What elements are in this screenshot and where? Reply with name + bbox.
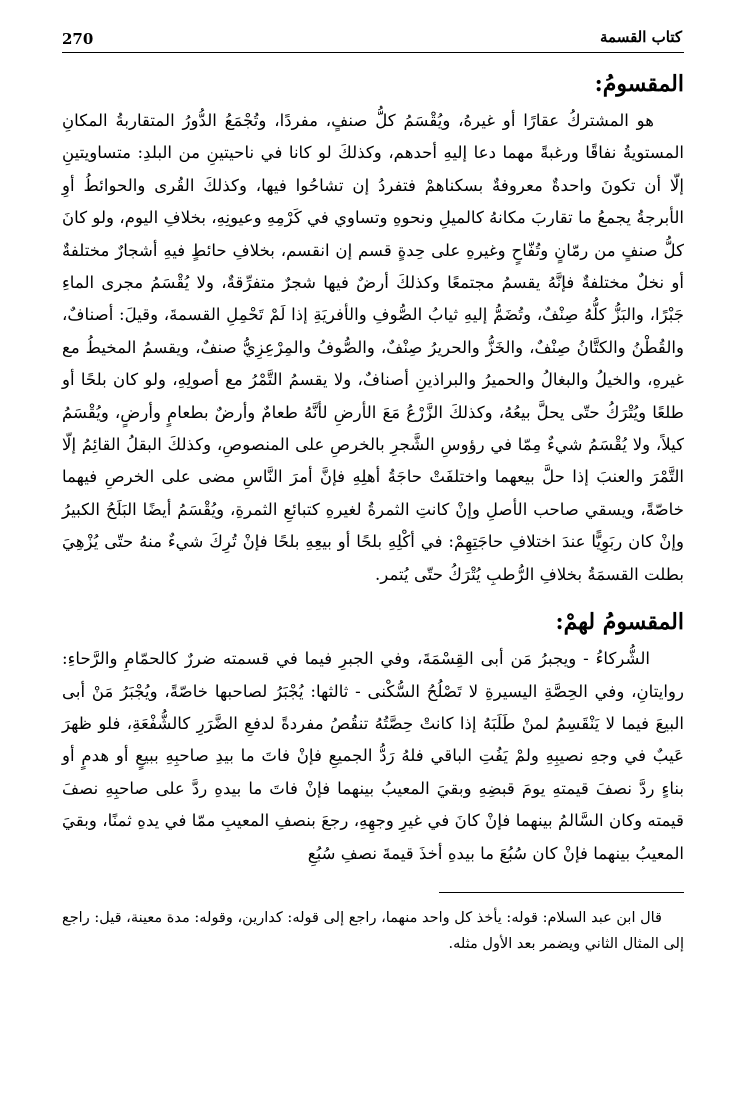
footnote-text: قال ابن عبد السلام: قوله: يأخذ كل واحد منهما، راجع إلى قوله: كدارين، وقوله: مدة معينة، قيل: راجع إلى المثال الثاني ويضمر بعد الأول مثله. (62, 909, 684, 952)
page-number: 270 (62, 30, 94, 48)
book-title: كتاب القسمة (599, 28, 682, 46)
footnote-area (62, 892, 684, 957)
section-text-maqsum-lahum: الشُّركاءُ - ويجبرُ مَن أبى القِسْمَةَ، وفي الجبرِ فيما في قسمته ضررٌ كالحمّامِ والرَّحاءِ: روايتانِ، وفي الحِصَّةِ اليسيرةِ لا تَصْلُحُ السُّكْنى - ثالثها: يُجْبَرُ لصاحبها خاصّةً، ويُجْبَرُ مَنْ أبى البيعَ فيما لا يَنْقَسِمُ لمنْ طَلَبَهُ إذا كانتْ حِصَّتُهُ تنقُصُ مفردةً لدفعِ الضَّرَرِ كالشُّفْعَةِ، فلو ظهرَ عَيبٌ في وجهِ نصيبِهِ ولمْ يَفُتِ الباقي فلهُ رَدُّ الجميعِ فإنْ فاتَ ما بيدِ صاحبِهِ ببيعٍ أو هدمٍ أو بناءٍ ردَّ نصفَ قيمتهِ يومَ قبضِهِ وبقيَ المعيبُ بينهما فإنْ فاتَ ما بيدهِ ردَّ على صاحبِهِ نصفَ قيمته وكان السَّالمُ بينهما فإنْ كانَ في غيرِ وجهِهِ، رجعَ بنصفِ المعيبِ ممّا في يدهِ ثمنًا، وبقيَ المعيبُ بينهما فإنْ كان سُبُعَ ما بيدهِ أخذَ قيمةَ نصفِ سُبُعِ (62, 649, 684, 863)
section-heading-maqsum: المقسومُ: (594, 71, 684, 97)
section-heading-maqsum-lahum: المقسومُ لهمْ: (555, 609, 684, 636)
footnote-divider (439, 892, 684, 893)
section-text-maqsum: هو المشتركُ عقارًا أو غيرهُ، ويُقْسَمُ كلُّ صنفٍ، مفردًا، وتُجْمَعُ الدُّورُ المتقاربةُ المكانِ المستويةُ نفاقًا ورغبةً مهما دعا إليهِ أحدهم، وكذلكَ لو كانا في ناحيتينِ من البلدِ: متساويتينِ إلّا أن تكونَ واحدةٌ معروفةٌ بسكناهمْ فتفردُ إن تشاحُوا فيها، وكذلكَ القُرى والحوائطُ أوِ الأبرجةُ يجمعُ ما تقاربَ مكانهُ كالميلِ ونحوهِ وتساوي في كَرْمِهِ وعيونِهِ، بخلافِ اليوم، ولو كانَ كلُّ صنفٍ من رمّانٍ وتُفّاحٍ وغيرهِ على حِدةٍ قسم إن انقسم، بخلافِ حائطٍ فيهِ أشجارٌ مختلفةٌ أو نخلٌ مختلفةٌ فإنَّهُ يقسمُ مجتمعًا وكذلكَ أرضٌ فيها شجرٌ متفرِّقةٌ، ولا يُقْسَمُ مجرى الماءِ جَبْرًا، والبَزُّ كلُّهُ صِنْفٌ، وتُضَمُّ إليهِ ثيابُ الصُّوفِ والأفريَةِ إذا لَمْ تَحْمِلِ القسمةَ، وقيلَ: أصنافٌ، والقُطْنُ والكتَّانُ صِنْفٌ، والخَزُّ والحريرُ صِنْفٌ، والصُّوفُ والمِرْعِزِيُّ صنفٌ، ويقسمُ المخيطُ مع غيرهِ، والخيلُ والبغالُ والحميرُ والبراذينِ أصنافٌ، ولا يقسمُ التَّمْرُ مع أصولِهِ، ولو كان بلحًا أو طلعًا ويُتْرَكُ حتّى يحلَّ بيعُهُ، وكذلكَ الزَّرْعُ مَعَ الأرضِ لأنَّهُ طعامٌ وأرضٌ بطعامٍ وأرضٍ، ويُقْسَمُ كيلاً، ولا يُقْسَمُ شيءٌ مِمّا في رؤوسِ الشَّجرِ بالخرصِ على المنصوصِ، وكذلكَ البقلُ القائِمُ إلّا التَّمْرَ والعنبَ إذا حلَّ بيعهما واختلفَتْ حاجَةُ أهلِهِ فإنَّ أمرَ النَّاسِ مضى على الخرصِ فيهما خاصّةً، ويسقي صاحب الأصلِ وإنْ كانتِ الثمرةُ لغيرهِ كتبائعِ الثمرةِ، ويُقْسَمُ أيضًا البَلَحُ الكبيرُ وإنْ كان ربَوِيًّا عندَ اختلافِ حاجَتِهِمْ: في أكْلِهِ بلحًا أو بيعِهِ بلحًا فإنْ تُرِكَ شيءٌ منهُ حتّى يُزْهِيَ بطلت القسمَةُ بخلافِ الرُّطبِ يُتْرَكُ حتّى يُتمر. (62, 111, 684, 584)
running-head (62, 24, 684, 53)
book-page (62, 24, 684, 1084)
